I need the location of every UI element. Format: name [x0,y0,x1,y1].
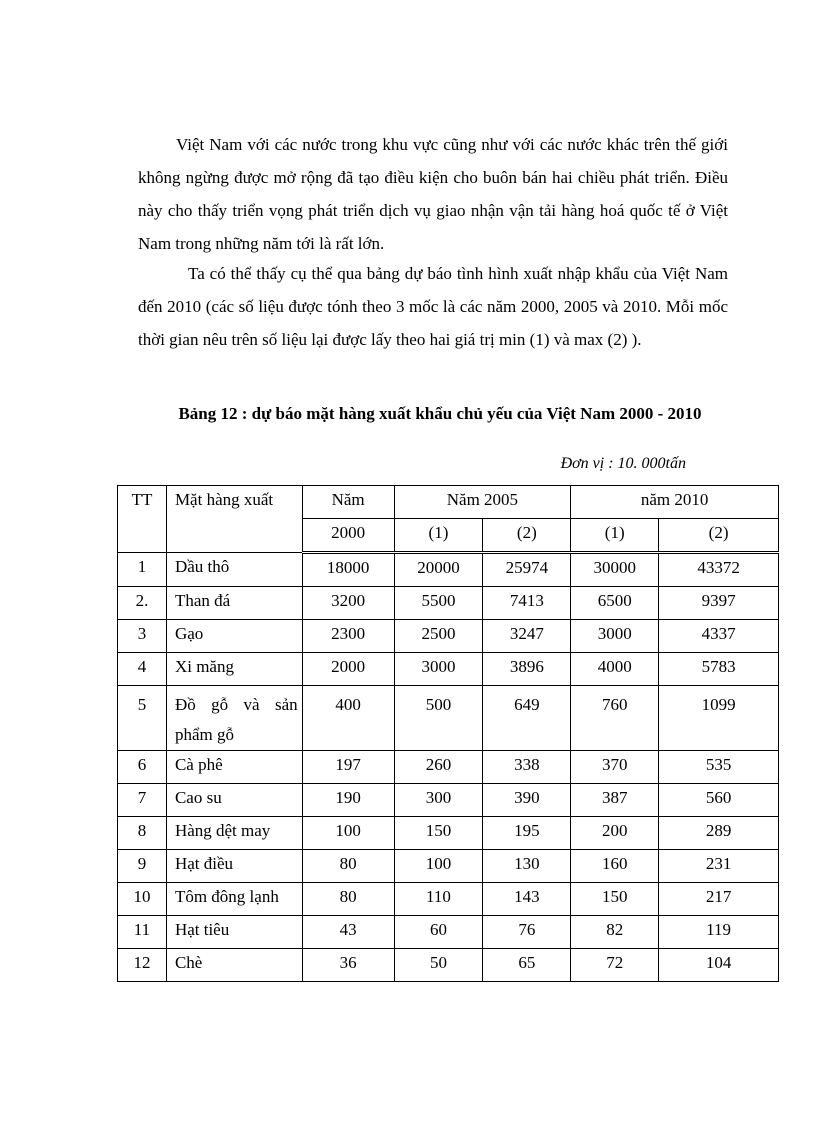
cell-2000: 3200 [302,587,394,620]
cell-2010-max: 535 [659,751,779,784]
cell-2000: 18000 [302,553,394,587]
cell-2005-min: 300 [394,784,483,817]
table-unit: Đơn vị : 10. 000tấn [560,455,686,472]
cell-2010-max: 217 [659,883,779,916]
cell-2005-max: 338 [483,751,571,784]
cell-2010-min: 160 [571,850,659,883]
cell-2010-min: 370 [571,751,659,784]
cell-2000: 43 [302,916,394,949]
cell-2000: 400 [302,686,394,751]
cell-2010-max: 560 [659,784,779,817]
intro-paragraph: Việt Nam với các nước trong khu vực cũng như với các nước khác trên thế giới không ngừng được mở rộng đã tạo điều kiện cho buôn bán hai chiều phát triển. Điều này cho thấy triển vọng phát triển dịch vụ giao nhận vận tải hàng hoá quốc tế ở Việt Nam trong những năm tới là rất lớn. [138,135,728,253]
context-paragraph: Ta có thể thấy cụ thể qua bảng dự báo tình hình xuất nhập khẩu của Việt Nam đến 2010 (các số liệu được tónh theo 3 mốc là các năm 2000, 2005 và 2010. Mỗi mốc thời gian nêu trên số liệu lại được lấy theo hai giá trị min (1) và max (2) ). [138,264,728,349]
header-2010-max: (2) [659,519,779,553]
cell-name: Cà phê [166,751,302,784]
cell-tt: 6 [118,751,167,784]
cell-2005-max: 65 [483,949,571,982]
export-forecast-table [117,485,779,982]
cell-2005-max: 7413 [483,587,571,620]
cell-2005-max: 3896 [483,653,571,686]
cell-tt: 11 [118,916,167,949]
cell-2005-max: 3247 [483,620,571,653]
cell-2010-max: 1099 [659,686,779,751]
cell-name: Chè [166,949,302,982]
cell-2005-max: 195 [483,817,571,850]
header-2005-max: (2) [483,519,571,553]
cell-2005-min: 3000 [394,653,483,686]
cell-tt: 3 [118,620,167,653]
cell-2010-min: 760 [571,686,659,751]
cell-tt: 1 [118,553,167,587]
cell-tt: 5 [118,686,167,751]
cell-tt: 10 [118,883,167,916]
cell-2010-max: 104 [659,949,779,982]
cell-2000: 190 [302,784,394,817]
cell-2000: 2000 [302,653,394,686]
cell-2010-min: 3000 [571,620,659,653]
table-row [118,817,779,850]
header-tt: TT [118,486,167,553]
header-2005: Năm 2005 [394,486,571,519]
cell-tt: 9 [118,850,167,883]
cell-2005-max: 649 [483,686,571,751]
table-row [118,553,779,587]
cell-tt: 2. [118,587,167,620]
table-row [118,850,779,883]
cell-2005-min: 260 [394,751,483,784]
cell-2010-max: 43372 [659,553,779,587]
table-row [118,916,779,949]
cell-2005-max: 76 [483,916,571,949]
table-row [118,686,779,751]
cell-2005-min: 2500 [394,620,483,653]
cell-2010-min: 4000 [571,653,659,686]
cell-name: Hàng dệt may [166,817,302,850]
header-2000-top: Năm [302,486,394,519]
table-row [118,883,779,916]
table-row [118,949,779,982]
cell-name: Xi măng [166,653,302,686]
cell-tt: 8 [118,817,167,850]
header-2005-min: (1) [394,519,483,553]
cell-2005-min: 50 [394,949,483,982]
cell-2010-min: 200 [571,817,659,850]
cell-2005-min: 500 [394,686,483,751]
cell-2010-max: 231 [659,850,779,883]
cell-name: Hạt tiêu [166,916,302,949]
cell-name: Cao su [166,784,302,817]
cell-2005-min: 5500 [394,587,483,620]
cell-2005-max: 130 [483,850,571,883]
cell-name: Dầu thô [166,553,302,587]
cell-2010-max: 5783 [659,653,779,686]
table-row [118,784,779,817]
cell-2000: 100 [302,817,394,850]
cell-2005-max: 25974 [483,553,571,587]
header-2000-bottom: 2000 [302,519,394,553]
cell-2005-min: 100 [394,850,483,883]
cell-2010-min: 72 [571,949,659,982]
cell-2010-max: 4337 [659,620,779,653]
cell-2005-max: 143 [483,883,571,916]
cell-name: Hạt điều [166,850,302,883]
header-item: Mặt hàng xuất [166,486,302,553]
cell-2000: 80 [302,883,394,916]
header-2010-min: (1) [571,519,659,553]
cell-name: Than đá [166,587,302,620]
cell-tt: 7 [118,784,167,817]
cell-name: Tôm đông lạnh [166,883,302,916]
cell-2000: 80 [302,850,394,883]
cell-2010-min: 387 [571,784,659,817]
cell-2005-min: 110 [394,883,483,916]
cell-2010-max: 289 [659,817,779,850]
table-row [118,620,779,653]
header-row-top [118,486,779,519]
cell-2005-max: 390 [483,784,571,817]
cell-2010-min: 150 [571,883,659,916]
cell-2005-min: 20000 [394,553,483,587]
cell-2010-max: 9397 [659,587,779,620]
table-row [118,587,779,620]
table-caption: Bảng 12 : dự báo mặt hàng xuất khẩu chủ yếu của Việt Nam 2000 - 2010 [178,404,702,423]
cell-2000: 197 [302,751,394,784]
cell-2005-min: 60 [394,916,483,949]
cell-2010-min: 6500 [571,587,659,620]
cell-tt: 4 [118,653,167,686]
cell-2010-max: 119 [659,916,779,949]
cell-tt: 12 [118,949,167,982]
table-row [118,751,779,784]
cell-2010-min: 30000 [571,553,659,587]
cell-name: Gạo [166,620,302,653]
table-row [118,653,779,686]
cell-2010-min: 82 [571,916,659,949]
cell-2000: 2300 [302,620,394,653]
header-2010: năm 2010 [571,486,779,519]
cell-name: Đồ gỗ và sản phẩm gỗ [166,686,302,751]
cell-2005-min: 150 [394,817,483,850]
cell-2000: 36 [302,949,394,982]
